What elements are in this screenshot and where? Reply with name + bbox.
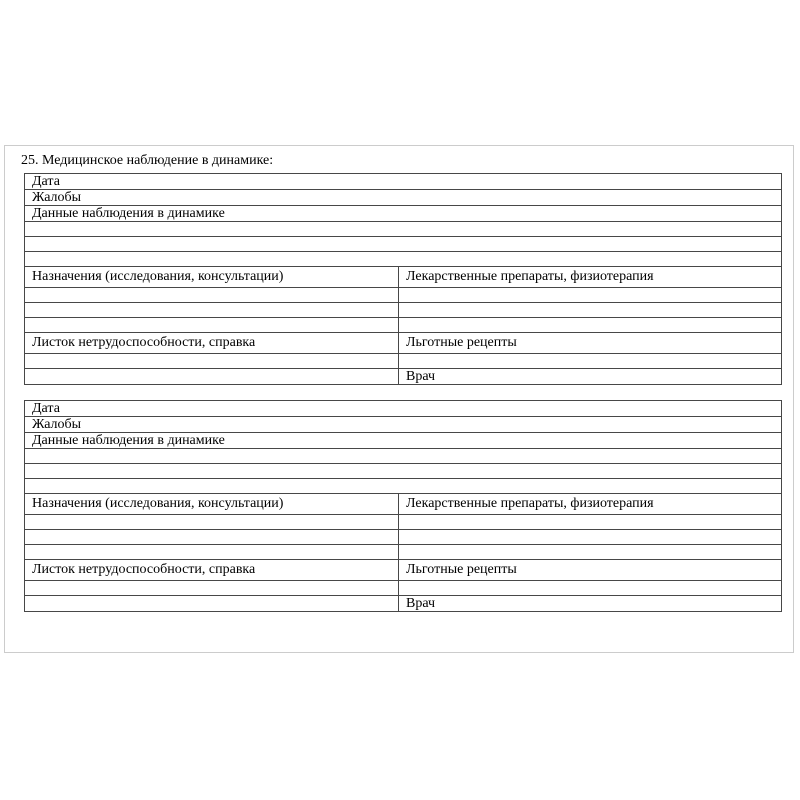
table-row [25, 560, 782, 581]
table-cell-left [25, 318, 399, 333]
table-cell-right [399, 303, 782, 318]
table-cell-left [25, 515, 399, 530]
table-row [25, 174, 782, 190]
table-row [25, 449, 782, 464]
table-cell [25, 479, 782, 494]
table-row [25, 369, 782, 385]
table-cell-left: Назначения (исследования, консультации) [25, 267, 399, 288]
table-row [25, 252, 782, 267]
table-row [25, 318, 782, 333]
table-cell-right [399, 354, 782, 369]
table-row [25, 581, 782, 596]
table-cell: Данные наблюдения в динамике [25, 206, 782, 222]
table-cell: Дата [25, 174, 782, 190]
table-cell-right [399, 288, 782, 303]
observation-blocks [5, 173, 793, 612]
table-row [25, 303, 782, 318]
table-cell-left [25, 530, 399, 545]
table-row [25, 494, 782, 515]
table-cell-left [25, 545, 399, 560]
section-heading: 25. Медицинское наблюдение в динамике: [21, 153, 274, 168]
observation-block-2 [24, 400, 782, 612]
table-cell-left: Листок нетрудоспособности, справка [25, 560, 399, 581]
table-row [25, 464, 782, 479]
table-cell: Жалобы [25, 417, 782, 433]
table-cell [25, 222, 782, 237]
table-cell-right: Лекарственные препараты, физиотерапия [399, 494, 782, 515]
table-row [25, 354, 782, 369]
table-cell-right [399, 318, 782, 333]
table-cell [25, 464, 782, 479]
table-cell-right: Льготные рецепты [399, 333, 782, 354]
table-cell-right [399, 581, 782, 596]
table-cell [25, 252, 782, 267]
table-cell-right: Врач [399, 596, 782, 612]
table-cell-left [25, 581, 399, 596]
table-row [25, 479, 782, 494]
table-cell-left [25, 354, 399, 369]
table-cell-right: Врач [399, 369, 782, 385]
table-cell: Дата [25, 401, 782, 417]
table-cell-left [25, 303, 399, 318]
table-cell [25, 237, 782, 252]
form-sheet [4, 145, 794, 653]
table-row [25, 190, 782, 206]
table-cell-right [399, 515, 782, 530]
table-cell-right [399, 530, 782, 545]
table-row [25, 401, 782, 417]
table-cell-left [25, 288, 399, 303]
table-row [25, 596, 782, 612]
table-cell [25, 449, 782, 464]
table-row [25, 530, 782, 545]
table-row [25, 333, 782, 354]
table-row [25, 515, 782, 530]
table-row [25, 433, 782, 449]
table-cell-right [399, 545, 782, 560]
table-cell-left: Листок нетрудоспособности, справка [25, 333, 399, 354]
table-cell-left: Назначения (исследования, консультации) [25, 494, 399, 515]
table-row [25, 417, 782, 433]
table-row [25, 237, 782, 252]
table-row [25, 545, 782, 560]
table-row [25, 288, 782, 303]
table-cell-left [25, 369, 399, 385]
table-row [25, 222, 782, 237]
table-cell-left [25, 596, 399, 612]
table-row [25, 267, 782, 288]
table-cell: Жалобы [25, 190, 782, 206]
table-cell: Данные наблюдения в динамике [25, 433, 782, 449]
table-cell-right: Льготные рецепты [399, 560, 782, 581]
table-row [25, 206, 782, 222]
table-cell-right: Лекарственные препараты, физиотерапия [399, 267, 782, 288]
observation-block-1 [24, 173, 782, 385]
